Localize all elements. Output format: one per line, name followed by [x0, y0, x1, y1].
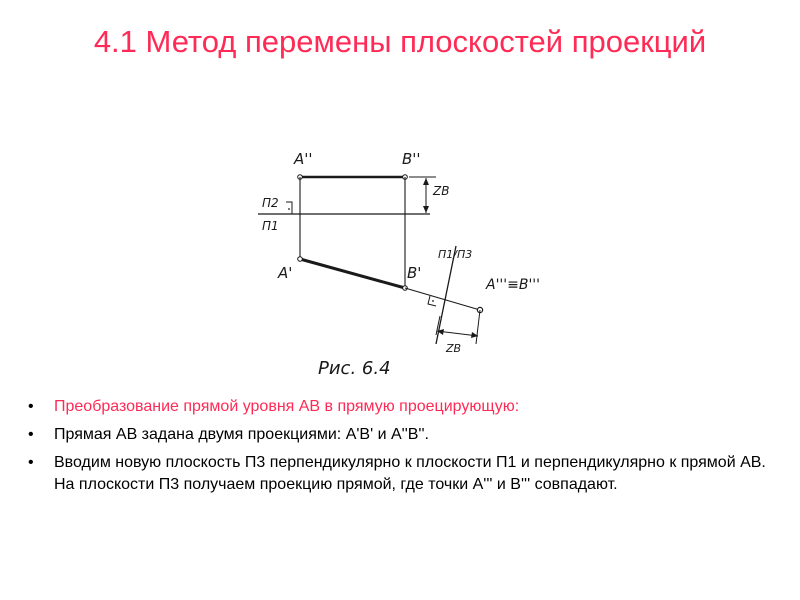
figure-caption: Рис. 6.4	[318, 358, 391, 379]
right-angle-mark-bottom	[428, 296, 436, 306]
bullet-text-1: Преобразование прямой уровня АВ в прямую проецирующую:	[54, 398, 520, 415]
bullet-list	[28, 396, 778, 502]
bullet-dot: •	[28, 398, 34, 415]
right-angle-mark-top	[286, 202, 292, 214]
point-a1	[298, 257, 303, 262]
bullet-dot: •	[28, 426, 34, 443]
label-pi2: П2	[262, 196, 279, 210]
bullet-item	[28, 452, 778, 496]
slide-title: 4.1 Метод перемены плоскостей проекций	[93, 24, 707, 59]
bullet-dot: •	[28, 454, 34, 471]
label-a1: A'	[278, 264, 293, 282]
bullet-item	[28, 396, 778, 418]
segment-a1b1	[300, 259, 405, 288]
right-angle-dot-top	[288, 208, 290, 210]
zb-top-arrow-down	[423, 206, 429, 213]
label-pi1: П1	[262, 219, 279, 233]
label-zb-top: ZB	[433, 184, 450, 198]
zb-bottom-ext-2	[476, 310, 480, 344]
bullet-item	[28, 424, 778, 446]
right-angle-dot-bottom	[432, 300, 434, 302]
label-a3b3: A'''≡B'''	[486, 277, 541, 293]
label-a2: A''	[294, 150, 313, 168]
projection-drawing	[240, 138, 541, 388]
bullet-text-2: Прямая АВ задана двумя проекциями: А'В' и А''В''.	[54, 426, 429, 443]
bullet-text-3: Вводим новую плоскость П3 перпендикулярно к плоскости П1 и перпендикулярно к прямой АВ. На плоскости П3 получаем проекцию прямой, где точки А''' и В''' совпадают.	[54, 454, 766, 493]
link-line-new	[405, 288, 480, 310]
label-b2: B''	[402, 150, 421, 168]
label-zb-bottom: ZB	[446, 342, 462, 355]
label-pi1-pi3: П1/П3	[438, 248, 473, 261]
projection-figure	[240, 138, 541, 388]
zb-top-arrow-up	[423, 178, 429, 185]
label-b1: B'	[407, 264, 422, 282]
